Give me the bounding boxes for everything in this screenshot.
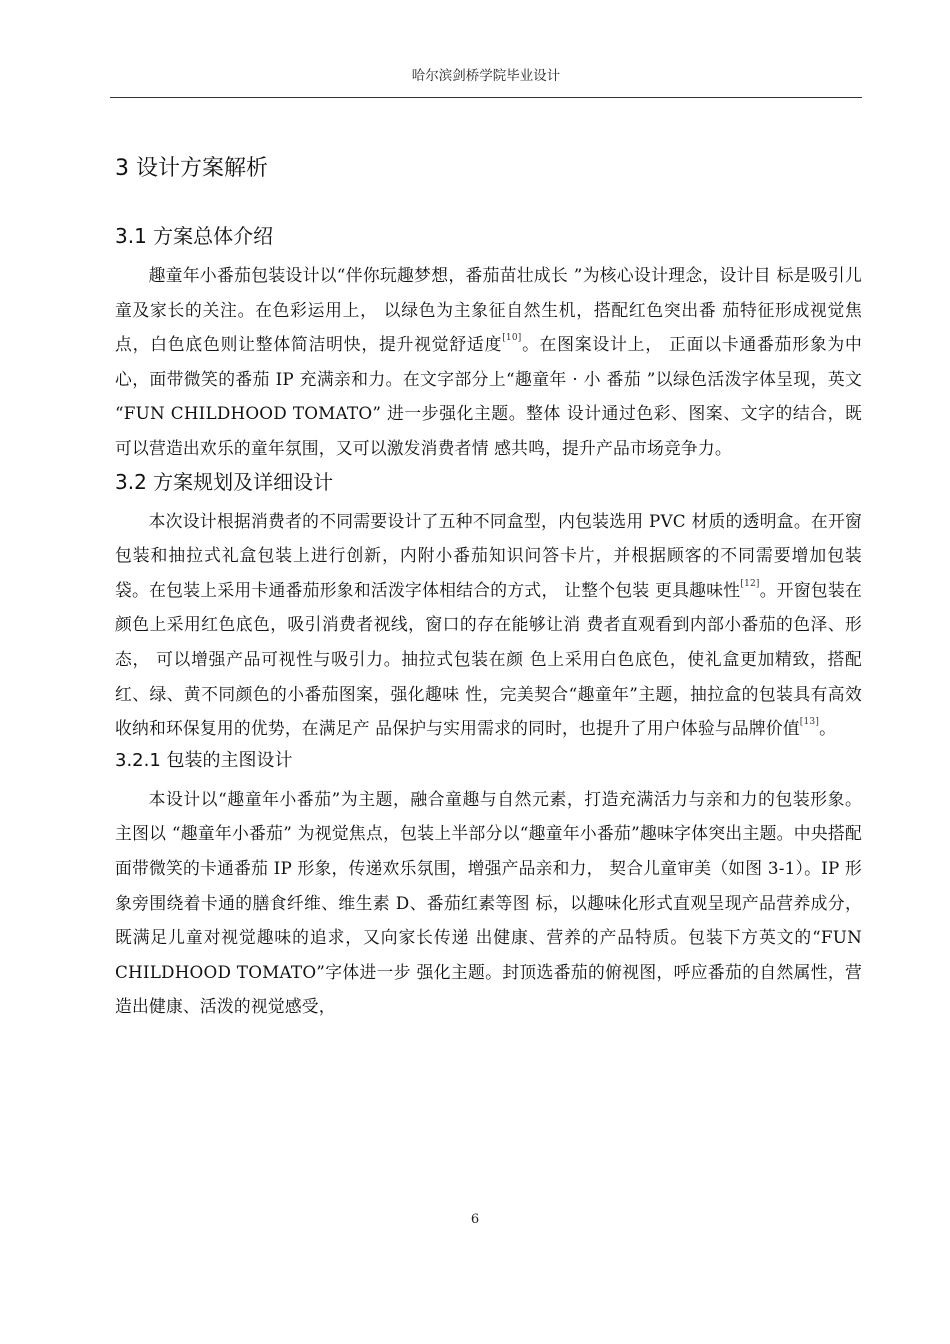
paragraph-3-2-text-c: 。 (819, 718, 837, 739)
chapter-title: 3 设计方案解析 (115, 156, 268, 181)
paragraph-3-2-text-a: 本次设计根据消费者的不同需要设计了五种不同盒型，内包装选用 PVC 材质的透明盒。在开窗包装和抽拉式礼盒包装上进行创新，内附小番茄知识问答卡片，并根据顾客的不同需要增加包装袋。在包装上采用卡通番茄形象和活泼字体相结合的方式， 让整个包装 更具趣味性 (115, 510, 862, 600)
paragraph-3-2 (115, 504, 862, 746)
citation-12: [12] (740, 578, 760, 589)
citation-13: [13] (799, 717, 820, 728)
section-title-3-2: 3.2 方案规划及详细设计 (115, 469, 334, 494)
paragraph-3-1-text-a: 趣童年小番茄包装设计以“伴你玩趣梦想，番茄苗壮成长 ”为核心设计理念，设计目 标是吸引儿童及家长的关注。在色彩运用上， 以绿色为主象征自然生机，搭配红色突出番 茄特征形成视觉焦点，白色底色则让整体简洁明快，提升视觉舒适度 (115, 265, 862, 355)
header-rule (110, 97, 862, 98)
paragraph-3-2-text-b: 。开窗包装在颜色上采用红色底色，吸引消费者视线，窗口的存在能够让消 费者直观看到内部小番茄的色泽、形态， 可以增强产品可视性与吸引力。抽拉式包装在颜 色上采用白色底色，使礼盒更加精致，搭配红、绿、黄不同颜色的小番茄图案，强化趣味 性，完美契合“趣童年”主题，抽拉盒的包装具有高效收纳和环保复用的优势，在满足产 品保护与实用需求的同时，也提升了用户体验与品牌价值 (115, 579, 862, 739)
paragraph-3-1 (115, 258, 862, 466)
citation-10: [10] (502, 333, 522, 344)
running-header: 哈尔滨剑桥学院毕业设计 (411, 68, 561, 84)
page-body (115, 150, 862, 1024)
subsection-title-3-2-1: 3.2.1 包装的主图设计 (115, 749, 293, 771)
page-number: 6 (470, 1212, 480, 1227)
paragraph-3-2-1: 本设计以“趣童年小番茄”为主题，融合童趣与自然元素，打造充满活力与亲和力的包装形象。主图以 “趣童年小番茄” 为视觉焦点，包装上半部分以“趣童年小番茄”趣味字体突出主题。中央搭配面带微笑的卡通番茄 IP 形象，传递欢乐氛围，增强产品亲和力， 契合儿童审美（如图 3-1）。IP 形象旁围绕着卡通的膳食纤维、维生素 D、番茄红素等图 标，以趣味化形式直观呈现产品营养成分，既满足儿童对视觉趣味的追求，又向家长传递 出健康、营养的产品特质。包装下方英文的“FUN CHILDHOOD TOMATO”字体进一步 强化主题。封顶选番茄的俯视图，呼应番茄的自然属性，营造出健康、活泼的视觉感受， (115, 788, 862, 1017)
section-title-3-1: 3.1 方案总体介绍 (115, 224, 274, 248)
paragraph-3-1-text-b: 。在图案设计上， 正面以卡通番茄形象为中心，面带微笑的番茄 IP 充满亲和力。在文字部分上“趣童年 · 小 番茄 ”以绿色活泼字体呈现，英文 “FUN CHILDHOOD TOMATO” 进一步强化主题。整体 设计通过色彩、图案、文字的结合，既可以营造出欢乐的童年氛围，又可以激发消费者情 感共鸣，提升产品市场竞争力。 (115, 334, 862, 458)
